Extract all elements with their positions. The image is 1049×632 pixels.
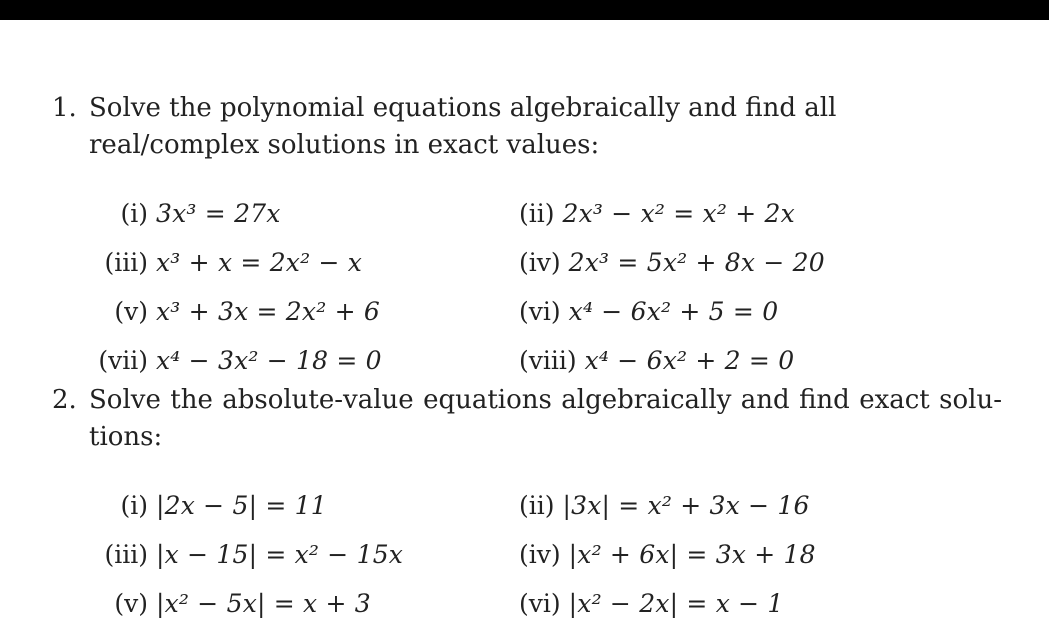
problem-1-row-1 [85,191,965,240]
problem-1-part-viii [519,338,949,382]
equation-i: 3x³ = 27x [156,198,281,228]
problem-1-part-ii [519,191,949,235]
problem-2-number: 2. [52,385,77,415]
problem-1-row-3 [85,289,965,338]
problem-1-row-2 [85,240,965,289]
part-label-v: (v) [114,296,148,326]
problem-1-part-iii [85,240,495,284]
problem-2-row-1 [85,483,965,532]
problem-1-heading [52,90,1002,164]
problem-1-part-i [85,191,495,235]
problem-2-part-vi [519,581,949,625]
equation-v: |x² − 5x| = x + 3 [156,588,371,618]
problem-1-equation-grid [85,191,965,387]
equation-iii: |x − 15| = x² − 15x [156,539,404,569]
part-label-viii: (viii) [519,345,577,375]
problem-2-part-i [85,483,495,527]
problem-1-part-iv [519,240,949,284]
part-label-iii: (iii) [104,247,148,277]
equation-vi: |x² − 2x| = x − 1 [568,588,784,618]
equation-ii: 2x³ − x² = x² + 2x [562,198,795,228]
part-label-iv: (iv) [519,539,561,569]
cropped-next-line [52,620,952,632]
equation-iii: x³ + x = 2x² − x [156,247,363,277]
equation-v: x³ + 3x = 2x² + 6 [156,296,380,326]
part-label-vii: (vii) [98,345,148,375]
problem-2-part-iii [85,532,495,576]
problem-2-row-2 [85,532,965,581]
part-label-i: (i) [120,490,148,520]
part-label-vi: (vi) [519,296,561,326]
problem-2 [52,382,1002,630]
problem-1-number: 1. [52,93,77,123]
problem-2-part-ii [519,483,949,527]
problem-1-part-vi [519,289,949,333]
equation-viii: x⁴ − 6x² + 2 = 0 [584,345,795,375]
equation-vii: x⁴ − 3x² − 18 = 0 [156,345,382,375]
problem-2-equation-grid [85,483,965,630]
part-label-vi: (vi) [519,588,561,618]
problem-1-part-v [85,289,495,333]
part-label-ii: (ii) [519,198,555,228]
problem-2-part-iv [519,532,949,576]
problem-1 [52,90,1002,387]
part-label-i: (i) [120,198,148,228]
equation-i: |2x − 5| = 11 [156,490,327,520]
part-label-ii: (ii) [519,490,555,520]
problem-2-heading [52,382,1002,456]
part-label-iv: (iv) [519,247,561,277]
part-label-v: (v) [114,588,148,618]
problem-1-instructions: Solve the polynomial equations algebraically and find all real/complex solutions in exact values: [89,93,837,160]
equation-iv: |x² + 6x| = 3x + 18 [568,539,816,569]
equation-vi: x⁴ − 6x² + 5 = 0 [568,296,779,326]
problem-1-part-vii [85,338,495,382]
equation-iv: 2x³ = 5x² + 8x − 20 [568,247,825,277]
problem-1-row-4 [85,338,965,387]
part-label-iii: (iii) [104,539,148,569]
problem-2-instructions: Solve the absolute-value equations algebraically and find exact solu- tions: [89,385,1002,452]
equation-ii: |3x| = x² + 3x − 16 [562,490,810,520]
problem-2-part-v [85,581,495,625]
